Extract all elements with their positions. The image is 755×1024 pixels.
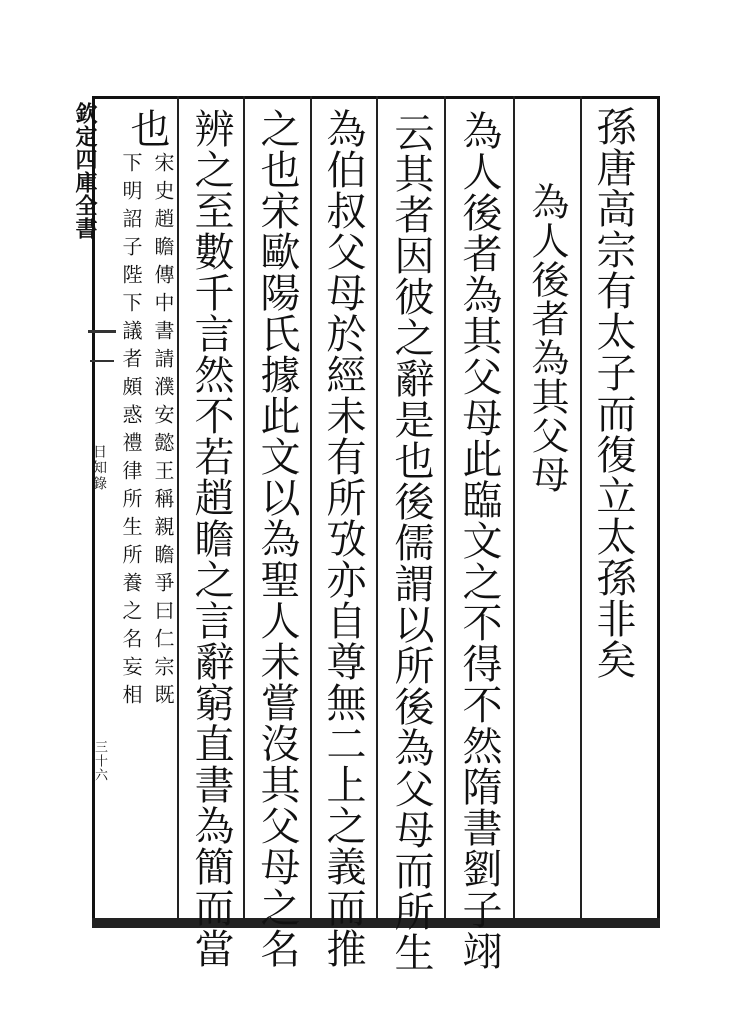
column-divider	[243, 96, 245, 918]
margin-fishtail-mark-lower	[90, 360, 114, 362]
margin-book-title: 日知錄	[91, 444, 107, 492]
text-column-1: 孫唐高宗有太子而復立太孫非矣	[590, 106, 636, 680]
text-column-6: 之也宋歐陽氏據此文以為聖人未嘗沒其父母之名	[254, 108, 300, 969]
column-divider	[177, 96, 179, 918]
column-divider	[513, 96, 515, 918]
column-divider	[310, 96, 312, 918]
margin-page-number: 三十六	[92, 740, 107, 782]
text-column-8: 也	[124, 108, 170, 149]
text-column-7: 辨之至數千言然不若趙瞻之言辭窮直書為簡而當	[188, 108, 234, 969]
bottom-border	[92, 918, 660, 928]
commentary-column-1: 宋史趙瞻傳中書請濮安懿王稱親瞻爭曰仁宗既	[151, 152, 175, 712]
text-column-4: 云其者因彼之辭是也後儒謂以所後為父母而所生	[388, 112, 434, 973]
text-column-3: 為人後者為其父母此臨文之不得不然隋書劉子翊	[456, 110, 502, 971]
commentary-column-2: 下明詔子陛下議者頗惑禮律所生所養之名妄相	[119, 152, 143, 712]
column-divider	[580, 96, 582, 918]
margin-series-title: 欽定四庫全書	[72, 102, 98, 240]
column-divider	[444, 96, 446, 918]
column-divider	[376, 96, 378, 918]
text-column-5: 為伯叔父母於經未有所攷亦自尊無二上之義而推	[320, 108, 366, 969]
margin-fishtail-mark	[88, 330, 116, 333]
section-heading: 為人後者為其父母	[525, 182, 569, 494]
